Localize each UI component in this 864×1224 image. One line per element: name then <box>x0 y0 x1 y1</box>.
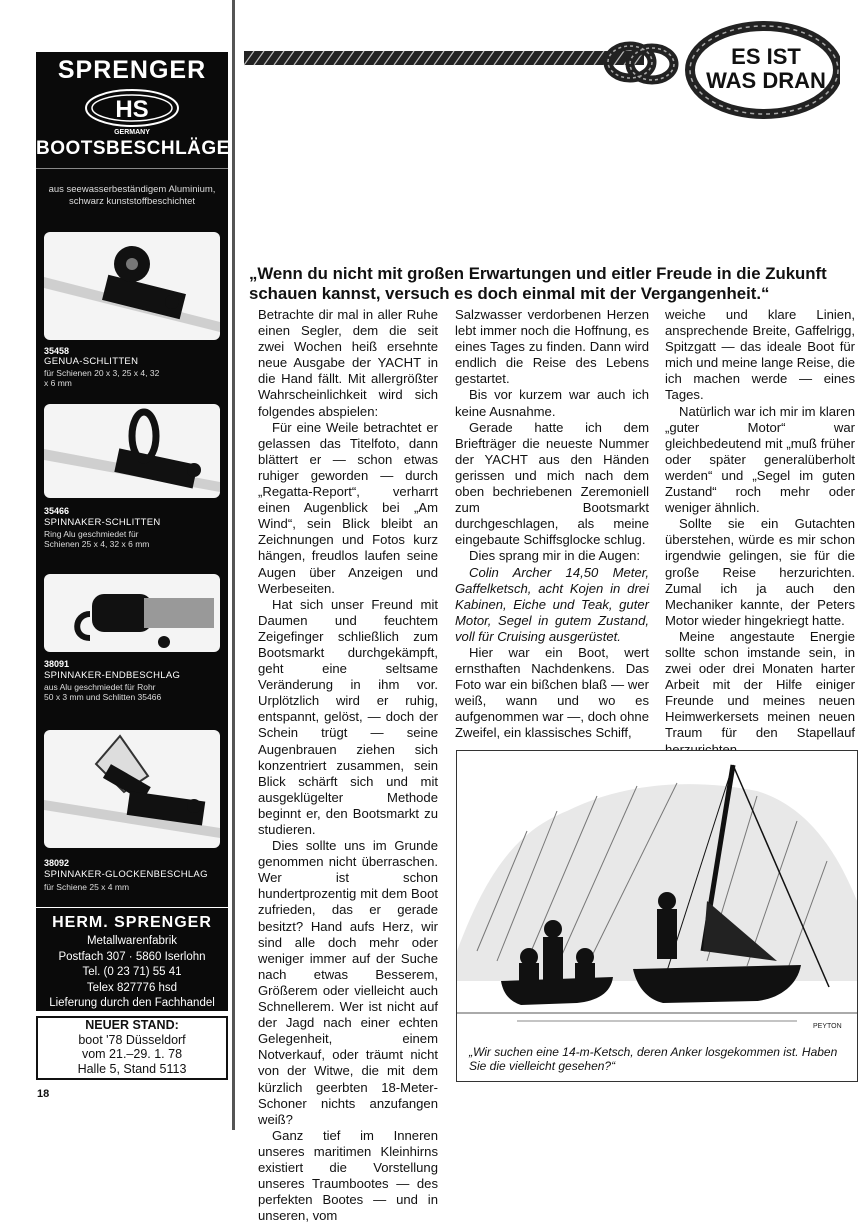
paragraph: Hat sich unser Freund mit Daumen und feuchtem Zeigefinger schließlich zum Bootsmarkt durchgekämpft, geht eine seltsame Veränderung in ihm vor. Urplötzlich wird er ruhig, entspannt, gelöst, — doch der Schein trügt — seine Augenbrauen ziehen sich konzentriert zusammen, sein Blick schärft sich und mit ausgeklügelter Methode beginnt er, den Bootsmarkt zu studieren. <box>258 596 438 837</box>
ad-brand: SPRENGER <box>57 56 207 84</box>
sailboat-cartoon <box>457 751 857 1041</box>
spinnaker-slide-illustration <box>44 404 220 498</box>
paragraph: Betrachte dir mal in aller Ruhe einen Segler, dem die seit zwei Wochen heiß ersehnte neue Ausgabe der YACHT in die Hand fällt. Mit allergrößter Wahrscheinlichkeit wird sich folgendes abspielen: <box>258 307 438 419</box>
badge-line-1: ES IST <box>731 44 801 69</box>
stand-title: NEUER STAND: <box>85 1018 179 1032</box>
fair-stand-box <box>36 1016 228 1080</box>
paragraph: Dies sprang mir in die Augen: <box>469 548 641 564</box>
paragraph: weiche und klare Linien, ansprechende Breite, Gaffelrigg, Spitzgatt — das ideale Boot für mich und meine lange Reise, die ich machen werde — eines Tages. <box>665 307 855 403</box>
ad-company-block <box>36 908 228 1011</box>
stand-line: Halle 5, Stand 5113 <box>77 1061 187 1076</box>
ad-address <box>36 934 228 1012</box>
genua-slide-illustration <box>44 232 220 340</box>
address-line: Metallwarenfabrik <box>86 935 178 947</box>
article-column-2 <box>455 307 649 742</box>
address-line: Lieferung durch den Fachhandel <box>49 997 215 1009</box>
product-desc: aus Alu geschmiedet für Rohr 50 x 3 mm und Schlitten 35466 <box>44 682 162 702</box>
badge-line-2: WAS DRAN <box>706 68 826 93</box>
product-name: SPINNAKER-SCHLITTEN <box>44 517 161 528</box>
paragraph: Salzwasser verdorbenen Herzen lebt immer noch die Hoffnung, es eines Tages zu finden. Dann wird endlich die Reise des Lebens gestartet. <box>455 307 649 387</box>
classified-ad-quote: Colin Archer 14,50 Meter, Gaffelketsch, acht Kojen in drei Kabinen, Eiche und Teak, guter Motor, Segel in gutem Zustand, voll für Cruising ausgerüstet. <box>455 564 649 644</box>
article-headline: „Wenn du nicht mit großen Erwartungen und eitler Freude in die Zukunft schauen kannst, versuch es doch einmal mit der Vergangenheit.“ <box>249 264 827 303</box>
ad-divider <box>36 168 228 169</box>
paragraph: Gerade hatte ich dem Briefträger die neueste Nummer der YACHT aus den Händen gerissen und mich nach dem oben bechriebenen Zeremoniell zum Bootsmarkt durchgeschlagen, als meine eingebaute Schiffsglocke schlug. <box>455 419 649 548</box>
product-image-spinnaker-bell-fitting <box>44 730 220 848</box>
product-desc: für Schienen 20 x 3, 25 x 4, 32 x 6 mm <box>44 368 160 388</box>
logo-sub: GERMANY <box>114 129 150 136</box>
paragraph: Natürlich war ich mir im klaren „guter Motor“ war gleichbedeutend mit „muß früher oder später generalüberholt werden“ und „Segel im guten Zustand“ roch mehr oder weniger ähnlich. <box>665 403 855 516</box>
product-desc: Ring Alu geschmiedet für Schienen 25 x 4, 32 x 6 mm <box>44 529 150 549</box>
paragraph: Sollte sie ein Gutachten überstehen, würde es mir schon irgendwie gelingen, sie für die große Reise herzurichten. Zumal ich ja auch den Mechaniker kannte, der Peters Motor wieder hingekriegt hatte. <box>665 516 855 628</box>
paragraph: Dies sollte uns im Grunde genommen nicht überraschen. Wer ist schon hundertprozentig mit dem Boot zufrieden, das er gerade besitzt? Hand aufs Herz, wir sind alle doch mehr oder weniger immer auf der Suche nach etwas Besserem, Größerem oder vielleicht auch Schnellerem. Wer ist nicht auf der Jagd nach einer echten Gelegenheit, einem Notverkauf, oder träumt nicht von der Witwe, die mit dem kürzlich geerbten 18-Meter-Schoner nichts anzufangen weiß? <box>258 838 438 1127</box>
product-name: GENUA-SCHLITTEN <box>44 356 139 367</box>
illustration-caption: „Wir suchen eine 14-m-Ketsch, deren Anker losgekommen ist. Haben Sie die vielleicht gesehen?“ <box>469 1045 838 1073</box>
spinnaker-bell-fitting-illustration <box>44 730 220 848</box>
sprenger-advertisement <box>36 52 228 907</box>
logo-text: HS <box>115 96 149 123</box>
artist-signature: PEYTON <box>813 1023 842 1030</box>
paragraph: Bis vor kurzem war auch ich keine Ausnahme. <box>455 387 649 419</box>
cartoon-illustration <box>456 750 858 1082</box>
stand-line: vom 21.–29. 1. 78 <box>81 1047 183 1061</box>
ad-company: HERM. SPRENGER <box>52 914 212 931</box>
ad-intro: aus seewasserbeständigem Aluminium, schwarz kunststoffbeschichtet <box>48 184 216 207</box>
page-gutter <box>232 0 235 1130</box>
product-image-spinnaker-slide <box>44 404 220 498</box>
paragraph: Für eine Weile betrachtet er gelassen das Titelfoto, dann blättert er — schon etwas ruhiger geworden — durch „Regatta-Report“, verharrt einen Augenblick bei „Am Wind“, sein Blick bleibt an Zeichnungen und Fotos kurz hängen, freudlos laufen seine Augen über Anzeigen und Werbeseiten. <box>258 419 438 596</box>
product-code: 35466 <box>44 506 70 516</box>
product-image-genua-slide <box>44 232 220 340</box>
hs-logo <box>80 86 184 136</box>
article-column-1 <box>258 307 438 1224</box>
product-code: 35458 <box>44 346 70 356</box>
es-ist-was-dran-badge <box>680 14 840 122</box>
paragraph: Meine angestaute Energie sollte schon imstande sein, in zwei oder drei Monaten harter Arbeit mit der Hilfe einiger Freunde und meines neuen Heimwerkersets meinen neuen Traum für den Stapellauf <box>665 628 855 741</box>
product-name: SPINNAKER-ENDBESCHLAG <box>44 670 181 681</box>
rope-knot <box>600 38 690 88</box>
product-code: 38092 <box>44 858 70 868</box>
stand-line: boot '78 Düsseldorf <box>78 1032 186 1047</box>
article-column-3 <box>665 307 855 774</box>
page-number: 18 <box>37 1088 50 1100</box>
product-desc: für Schiene 25 x 4 mm <box>44 882 130 892</box>
address-line: Telex 827776 hsd <box>86 981 178 994</box>
address-line: Tel. (0 23 71) 55 41 <box>82 966 182 978</box>
ad-title: BOOTSBESCHLÄGE <box>36 138 230 159</box>
product-code: 38091 <box>44 659 70 669</box>
address-line: Postfach 307 · 5860 Iserlohn <box>58 950 206 963</box>
rope-decoration <box>244 48 644 68</box>
paragraph: Hier war ein Boot, wert ernsthaften Nachdenkens. Das Foto war ein bißchen blaß — wer weiß, wann und wo es aufgenommen war —, doch ohne Zweifel, ein klassisches Schiff, <box>455 644 649 741</box>
product-image-spinnaker-end-fitting <box>44 574 220 652</box>
spinnaker-end-fitting-illustration <box>44 574 220 652</box>
paragraph: Ganz tief im Inneren unseres maritimen Kleinhirns existiert die Vorstellung unseres Traumbootes — des perfekten Bootes — und in unseren, vom <box>258 1127 438 1224</box>
product-name: SPINNAKER-GLOCKENBESCHLAG <box>44 869 208 880</box>
